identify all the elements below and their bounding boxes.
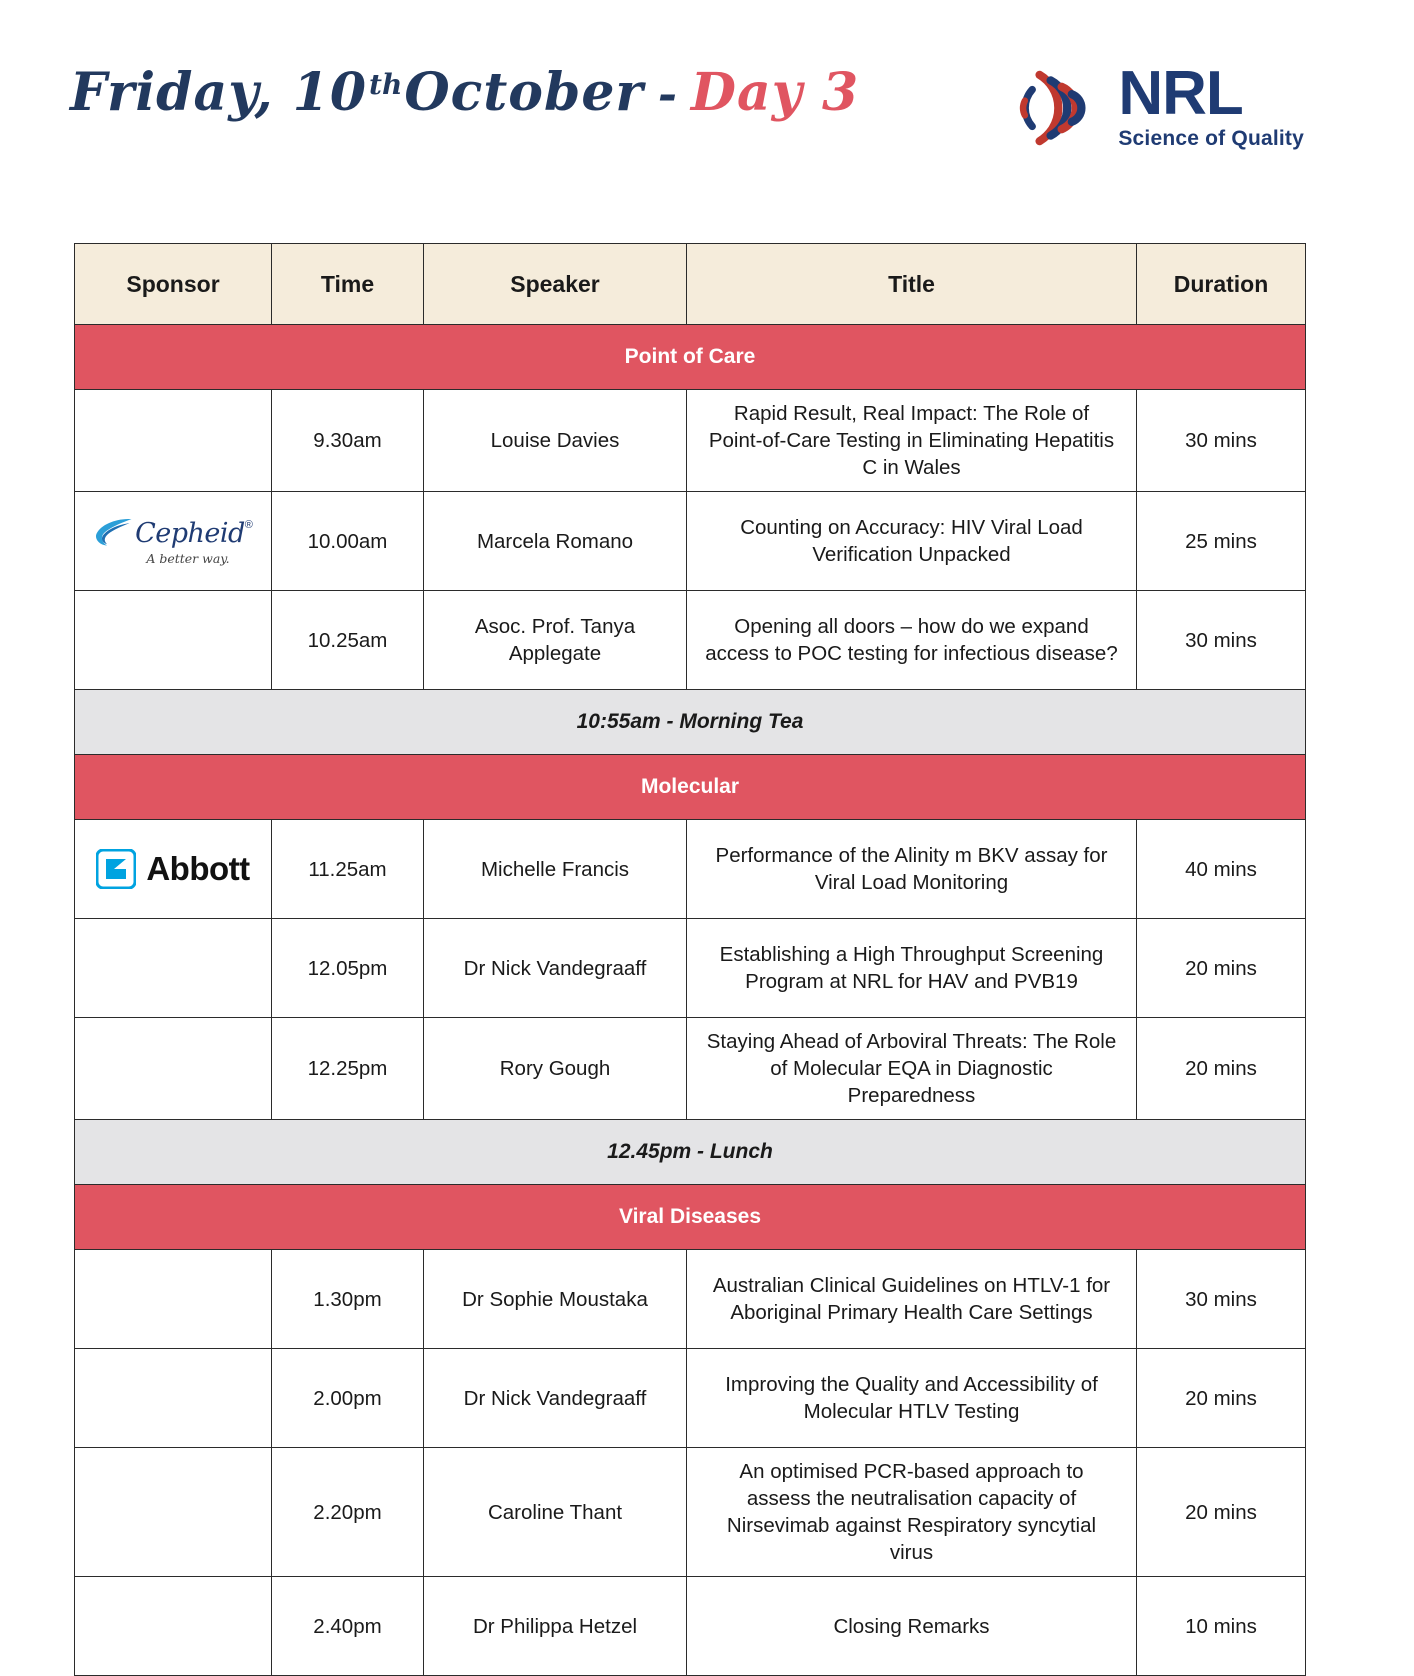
cell-duration: 20 mins [1137, 1018, 1306, 1120]
cepheid-swoosh-icon [93, 516, 135, 550]
cell-sponsor [75, 1250, 272, 1349]
cell-speaker: Asoc. Prof. Tanya Applegate [424, 591, 687, 690]
cell-speaker: Dr Nick Vandegraaff [424, 919, 687, 1018]
cell-duration: 20 mins [1137, 1448, 1306, 1577]
cell-speaker: Dr Nick Vandegraaff [424, 1349, 687, 1448]
column-header-sponsor: Sponsor [75, 244, 272, 325]
section-row [75, 325, 1306, 390]
cell-sponsor [75, 820, 272, 919]
cell-time: 1.30pm [272, 1250, 424, 1349]
break-row [75, 1120, 1306, 1185]
cell-duration: 20 mins [1137, 1349, 1306, 1448]
cepheid-logo-top [93, 516, 253, 550]
cell-sponsor [75, 591, 272, 690]
cepheid-logo-tagline: A better way. [146, 551, 230, 567]
cell-time: 9.30am [272, 390, 424, 492]
nrl-logo [1012, 58, 1304, 154]
page-header [0, 0, 1414, 200]
cell-duration: 25 mins [1137, 492, 1306, 591]
cell-title: Closing Remarks [687, 1577, 1137, 1676]
table-row [75, 1577, 1306, 1676]
cell-title: Counting on Accuracy: HIV Viral Load Verification Unpacked [687, 492, 1137, 591]
column-header-time: Time [272, 244, 424, 325]
table-row [75, 1448, 1306, 1577]
section-row [75, 755, 1306, 820]
cell-sponsor [75, 1448, 272, 1577]
cell-title: Opening all doors – how do we expand access to POC testing for infectious disease? [687, 591, 1137, 690]
abbott-logo [87, 847, 259, 891]
cell-sponsor [75, 1577, 272, 1676]
cell-speaker: Rory Gough [424, 1018, 687, 1120]
abbott-mark-icon [96, 849, 136, 889]
cell-sponsor [75, 919, 272, 1018]
cell-speaker: Dr Philippa Hetzel [424, 1577, 687, 1676]
table-row [75, 591, 1306, 690]
table-row [75, 1349, 1306, 1448]
table-row [75, 919, 1306, 1018]
cell-title: Improving the Quality and Accessibility of Molecular HTLV Testing [687, 1349, 1137, 1448]
section-label: Molecular [75, 755, 1306, 820]
cell-time: 11.25am [272, 820, 424, 919]
cell-sponsor [75, 492, 272, 591]
break-row [75, 690, 1306, 755]
column-header-title: Title [687, 244, 1137, 325]
cell-duration: 30 mins [1137, 591, 1306, 690]
title-dash: - [657, 67, 677, 121]
cepheid-registered-icon: ® [244, 518, 253, 531]
cell-time: 2.20pm [272, 1448, 424, 1577]
cepheid-logo [87, 516, 259, 566]
cell-time: 2.00pm [272, 1349, 424, 1448]
table-row [75, 820, 1306, 919]
cell-speaker: Marcela Romano [424, 492, 687, 591]
cell-title: Staying Ahead of Arboviral Threats: The Role of Molecular EQA in Diagnostic Preparedness [687, 1018, 1137, 1120]
break-label: 12.45pm - Lunch [75, 1120, 1306, 1185]
cell-title: Establishing a High Throughput Screening Program at NRL for HAV and PVB19 [687, 919, 1137, 1018]
table-row [75, 492, 1306, 591]
nrl-logo-mark-icon [1012, 62, 1104, 154]
title-month: October [404, 62, 644, 123]
cell-title: An optimised PCR-based approach to assess the neutralisation capacity of Nirsevimab against Respiratory syncytial virus [687, 1448, 1137, 1577]
schedule-table [74, 243, 1306, 1676]
cell-speaker: Michelle Francis [424, 820, 687, 919]
title-day-label: Day 3 [690, 62, 860, 123]
abbott-logo-name: Abbott [146, 850, 250, 888]
cell-speaker: Louise Davies [424, 390, 687, 492]
cell-duration: 10 mins [1137, 1577, 1306, 1676]
table-row [75, 390, 1306, 492]
cell-title: Australian Clinical Guidelines on HTLV-1 for Aboriginal Primary Health Care Settings [687, 1250, 1137, 1349]
cell-time: 10.00am [272, 492, 424, 591]
section-label: Point of Care [75, 325, 1306, 390]
nrl-logo-text [1118, 58, 1304, 152]
title-date-ordinal: th [369, 68, 403, 101]
table-row [75, 1250, 1306, 1349]
cell-sponsor [75, 390, 272, 492]
cell-time: 2.40pm [272, 1577, 424, 1676]
cell-title: Rapid Result, Real Impact: The Role of Point-of-Care Testing in Eliminating Hepatitis C in Wales [687, 390, 1137, 492]
cell-duration: 30 mins [1137, 1250, 1306, 1349]
cell-duration: 20 mins [1137, 919, 1306, 1018]
table-header-row [75, 244, 1306, 325]
cell-duration: 40 mins [1137, 820, 1306, 919]
section-row [75, 1185, 1306, 1250]
cell-duration: 30 mins [1137, 390, 1306, 492]
cell-sponsor [75, 1349, 272, 1448]
cell-time: 12.25pm [272, 1018, 424, 1120]
nrl-logo-name: NRL [1118, 58, 1243, 128]
cell-title: Performance of the Alinity m BKV assay for Viral Load Monitoring [687, 820, 1137, 919]
page-title [70, 62, 859, 123]
column-header-duration: Duration [1137, 244, 1306, 325]
table-row [75, 1018, 1306, 1120]
break-label: 10:55am - Morning Tea [75, 690, 1306, 755]
cell-speaker: Caroline Thant [424, 1448, 687, 1577]
cell-time: 12.05pm [272, 919, 424, 1018]
cell-sponsor [75, 1018, 272, 1120]
nrl-logo-tagline: Science of Quality [1118, 127, 1304, 151]
section-label: Viral Diseases [75, 1185, 1306, 1250]
cepheid-logo-name: Cepheid [135, 517, 245, 549]
title-date: Friday, 10 [70, 62, 368, 123]
cell-time: 10.25am [272, 591, 424, 690]
cell-speaker: Dr Sophie Moustaka [424, 1250, 687, 1349]
column-header-speaker: Speaker [424, 244, 687, 325]
